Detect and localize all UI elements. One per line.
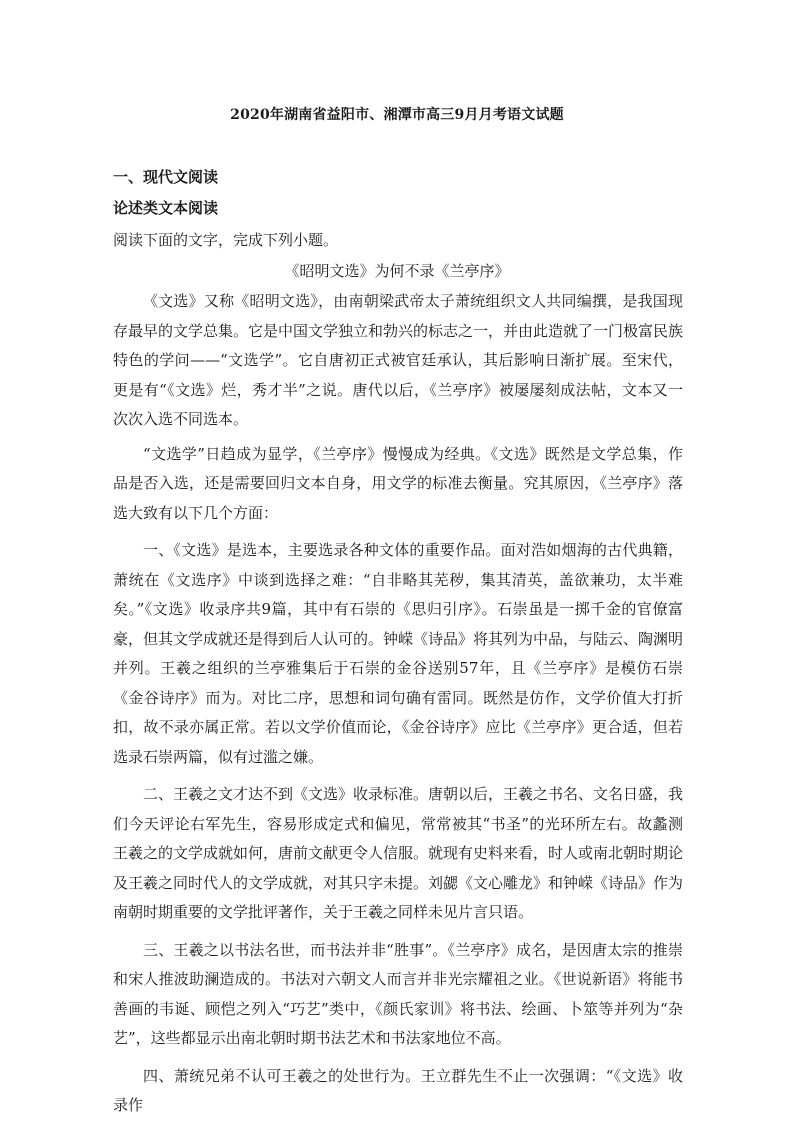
- reading-instruction: 阅读下面的文字，完成下列小题。: [113, 231, 339, 249]
- section-heading-modern-reading: 一、现代文阅读: [113, 168, 219, 186]
- article-title: 《昭明文选》为何不录《兰亭序》: [284, 262, 510, 280]
- section-heading-argumentative-text: 论述类文本阅读: [113, 199, 219, 217]
- paragraph: 《文选》又称《昭明文选》，由南朝梁武帝太子萧统组织文人共同编撰，是我国现存最早的文学总集。它是中国文学独立和勃兴的标志之一，并由此造就了一门极富民族特色的学问——“文选学”。它自唐初正式被官廷承认，其后影响日渐扩展。至宋代，更是有“《文选》烂，秀才半”之说。唐代以后，《兰亭序》被屡屡刻成法帖，文本又一次次入选不同选本。: [113, 292, 684, 428]
- paragraph: 二、王羲之文才达不到《文选》收录标准。唐朝以后，王羲之书名、文名日盛，我们今天评论右军先生，容易形成定式和偏见，常常被其“书圣”的光环所左右。故蠡测王羲之的文学成就如何，唐前文献更令人信服。就现有史料来看，时人或南北朝时期论及王羲之同时代人的文学成就，对其只字未提。刘勰《文心雕龙》和钟嵘《诗品》作为南朝时期重要的文学批评著作，关于王羲之同样未见片言只语。: [113, 785, 684, 921]
- paragraph: 四、萧统兄弟不认可王羲之的处世行为。王立群先生不止一次强调：“《文选》收录作: [113, 1066, 683, 1114]
- document-title: 2020年湖南省益阳市、湘潭市高三9月月考语文试题: [230, 107, 564, 123]
- paragraph: 一、《文选》是选本，主要选录各种文体的重要作品。面对浩如烟海的古代典籍，萧统在《文选序》中谈到选择之难：“自非略其芜秽，集其清英，盖欲兼功，太半难矣。”《文选》收录序共9篇，其中有石崇的《思归引序》。石崇虽是一掷千金的官僚富豪，但其文学成就还是得到后人认可的。钟嵘《诗品》将其列为中品，与陆云、陶渊明并列。王羲之组织的兰亭雅集后于石崇的金谷送别57年，且《兰亭序》是模仿石崇《金谷诗序》而为。对比二序，思想和词句确有雷同。既然是仿作，文学价值大打折扣，故不录亦属正常。若以文学价值而论，《金谷诗序》应比《兰亭序》更合适，但若选录石崇两篇，似有过滥之嫌。: [113, 541, 684, 766]
- paragraph: 三、王羲之以书法名世，而书法并非“胜事”。《兰亭序》成名，是因唐太宗的推崇和宋人推波助澜造成的。书法对六朝文人而言并非光宗耀祖之业。《世说新语》将能书善画的韦诞、顾恺之列入“巧艺”类中，《颜氏家训》将书法、绘画、卜筮等并列为“杂艺”，这些都显示出南北朝时期书法艺术和书法家地位不高。: [113, 940, 683, 1047]
- article-body: [113, 287, 683, 1126]
- paragraph: “文选学”日趋成为显学，《兰亭序》慢慢成为经典。《文选》既然是文学总集，作品是否入选，还是需要回归文本自身，用文学的标准去衡量。究其原因，《兰亭序》落选大致有以下几个方面：: [113, 444, 683, 522]
